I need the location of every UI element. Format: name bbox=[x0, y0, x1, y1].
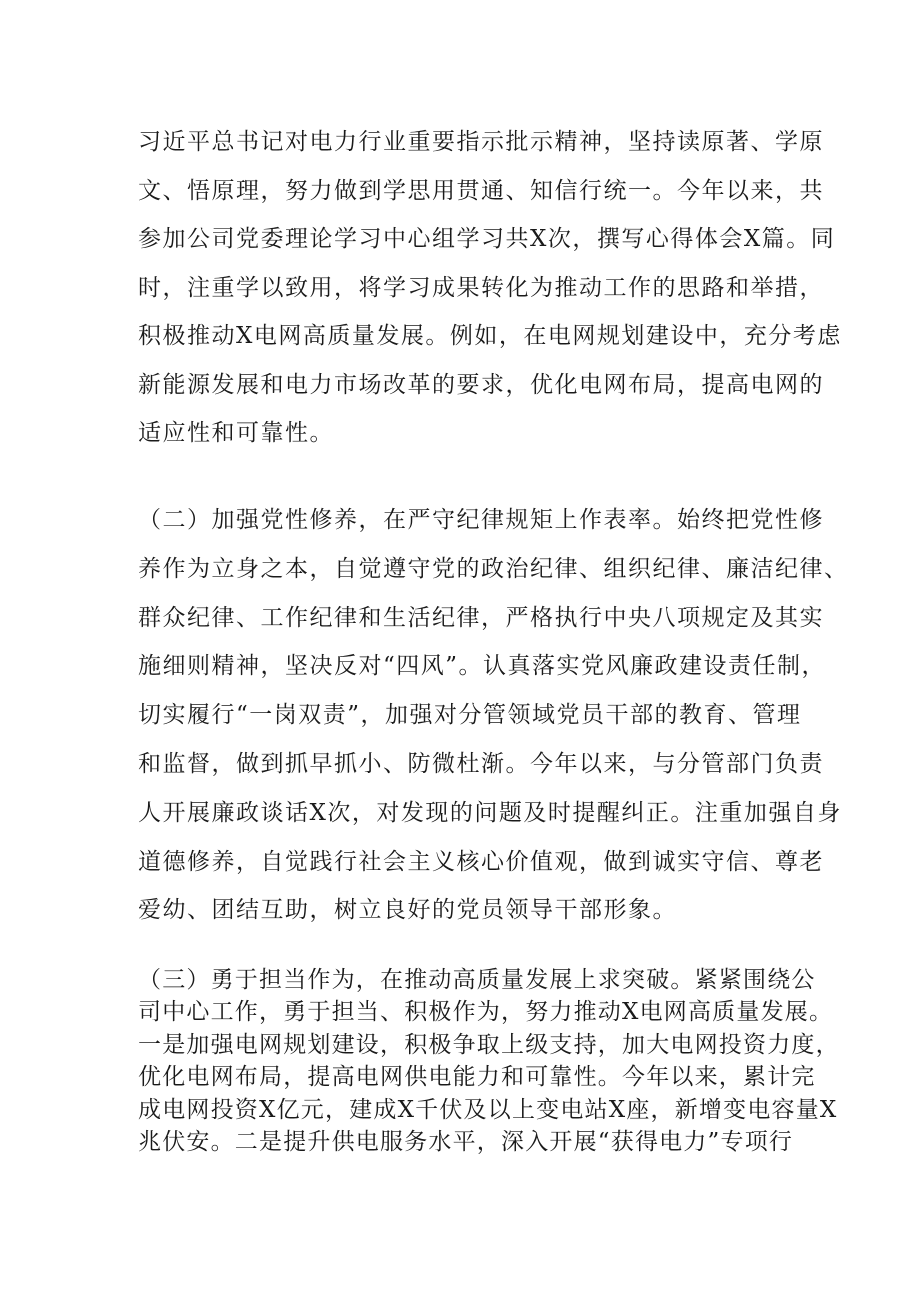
text-line: 优化电网布局，提高电网供电能力和可靠性。今年以来，累计完 bbox=[138, 1064, 816, 1091]
paragraph-theory-study bbox=[138, 118, 842, 458]
text-line: 时，注重学以致用，将学习成果转化为推动工作的思路和举措， bbox=[138, 274, 824, 301]
paragraph-high-quality-development bbox=[138, 964, 840, 1158]
text-line: （二）加强党性修养，在严守纪律规矩上作表率。始终把党性修 bbox=[138, 507, 824, 533]
text-line: 养作为立身之本，自觉遵守党的政治纪律、组织纪律、廉洁纪律、 bbox=[138, 555, 849, 582]
text-line: 施细则精神，坚决反对“四风”。认真落实党风廉政建设责任制， bbox=[138, 653, 827, 680]
text-line: 人开展廉政谈话X次，对发现的问题及时提醒纠正。注重加强自身 bbox=[138, 799, 842, 826]
text-line: 道德修养，自觉践行社会主义核心价值观，做到诚实守信、尊老 bbox=[138, 848, 824, 875]
text-line: 司中心工作，勇于担当、积极作为，努力推动X电网高质量发展。 bbox=[138, 999, 834, 1026]
text-line: 切实履行“一岗双责”，加强对分管领域党员干部的教育、管理 bbox=[138, 702, 802, 729]
text-line: 和监督，做到抓早抓小、防微杜渐。今年以来，与分管部门负责 bbox=[138, 750, 824, 777]
text-line: 适应性和可靠性。 bbox=[138, 420, 334, 446]
text-line: 群众纪律、工作纪律和生活纪律，严格执行中央八项规定及其实 bbox=[138, 604, 824, 631]
text-line: 爱幼、团结互助，树立良好的党员领导干部形象。 bbox=[138, 897, 677, 924]
text-line: 参加公司党委理论学习中心组学习共X次，撰写心得体会X篇。同 bbox=[138, 226, 836, 252]
text-line: 文、悟原理，努力做到学思用贯通、知信行统一。今年以来，共 bbox=[138, 177, 824, 204]
paragraph-party-discipline bbox=[138, 496, 849, 935]
text-line: 成电网投资X亿元，建成X千伏及以上变电站X座，新增变电容量X bbox=[138, 1096, 838, 1123]
text-line: 新能源发展和电力市场改革的要求，优化电网布局，提高电网的 bbox=[138, 371, 824, 398]
text-line: （三）勇于担当作为，在推动高质量发展上求突破。紧紧围绕公 bbox=[138, 967, 816, 993]
text-line: 兆伏安。二是提升供电服务水平，深入开展“获得电力”专项行 bbox=[138, 1128, 794, 1155]
text-line: 一是加强电网规划建设，积极争取上级支持，加大电网投资力度， bbox=[138, 1031, 840, 1058]
text-line: 习近平总书记对电力行业重要指示批示精神，坚持读原著、学原 bbox=[138, 129, 824, 155]
text-line: 积极推动X电网高质量发展。例如，在电网规划建设中，充分考虑 bbox=[138, 323, 842, 349]
